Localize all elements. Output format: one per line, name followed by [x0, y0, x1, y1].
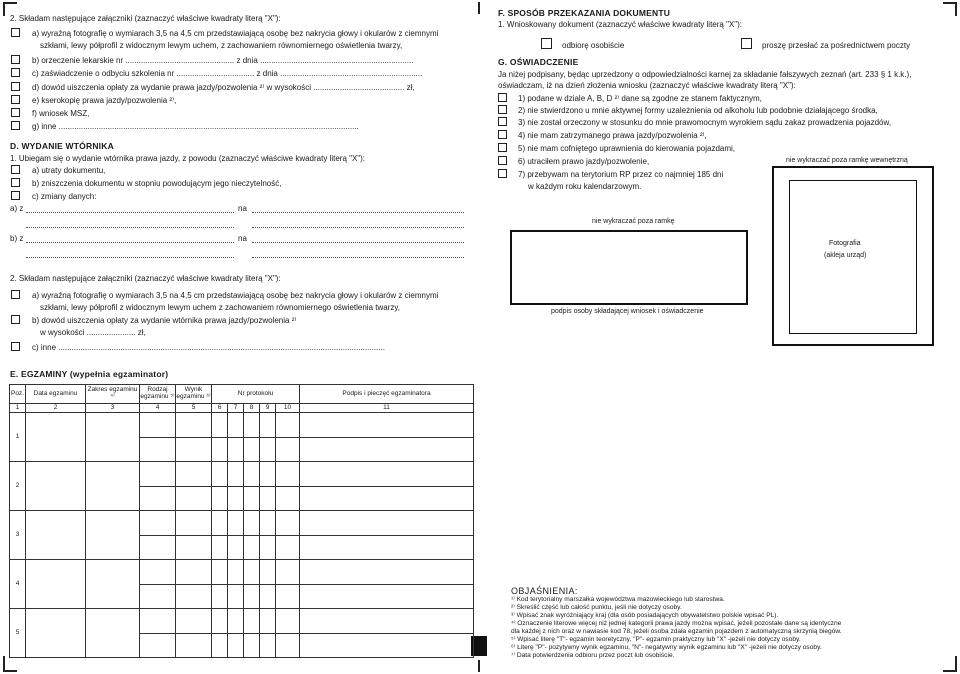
checkbox-g5[interactable] — [498, 143, 507, 152]
header-rodzaj: Rodzaj egzaminu ⁵⁾ — [140, 385, 176, 404]
signature-frame-note: nie wykraczać poza ramkę — [592, 218, 675, 225]
att-f-label: f) wniosek MSZ, — [32, 109, 90, 118]
cell-zakres[interactable] — [86, 560, 140, 609]
change-a-na-label: na — [238, 204, 247, 213]
table-row — [10, 462, 474, 487]
col-num: 2 — [26, 404, 86, 413]
att-d-label: d) dowód uiszczenia opłaty za wydanie prawa jazdy/pozwolenia ²⁾ w wysokości ......................................... zł, — [32, 83, 415, 92]
cell-nr[interactable] — [228, 560, 244, 585]
checkbox-att-e[interactable] — [11, 95, 20, 104]
checkbox-d1-a[interactable] — [11, 165, 20, 174]
explanation-item: ²⁾ Skreślić część lub całość punktu, jeśli nie dotyczy osoby. — [511, 604, 682, 611]
cell-rodzaj[interactable] — [140, 511, 176, 536]
cell-rodzaj[interactable] — [140, 438, 176, 462]
header-zakres: Zakres egzaminu ⁴⁾ — [86, 385, 140, 404]
d2-b-label: b) dowód uiszczenia opłaty za wydanie wtórnika prawa jazdy/pozwolenia ²⁾ — [32, 316, 297, 325]
explanation-item: ⁷⁾ Data potwierdzenia odbioru przez poczt lub osobiście. — [511, 652, 675, 659]
cell-zakres[interactable] — [86, 511, 140, 560]
cell-signature[interactable] — [300, 609, 474, 634]
explanations-title: OBJAŚNIENIA: — [511, 586, 578, 596]
cell-nr[interactable] — [276, 511, 300, 536]
cell-nr[interactable] — [260, 438, 276, 462]
header-wynik: Wynik egzaminu ⁶⁾ — [176, 385, 212, 404]
change-b-na-label: na — [238, 234, 247, 243]
cell-nr[interactable] — [276, 487, 300, 511]
row-index: 4 — [10, 560, 26, 609]
col-num: 6 — [212, 404, 228, 413]
checkbox-d2-a[interactable] — [11, 290, 20, 299]
declaration-intro: Ja niżej podpisany, będąc uprzedzony o odpowiedzialności karnej za składanie fałszywych zeznań (art. 233 § 1 k.k.), — [498, 70, 912, 79]
checkbox-att-d[interactable] — [11, 82, 20, 91]
table-row — [10, 560, 474, 585]
cell-nr[interactable] — [228, 634, 244, 658]
cell-nr[interactable] — [212, 462, 228, 487]
cell-nr[interactable] — [244, 462, 260, 487]
col-num: 10 — [276, 404, 300, 413]
cell-nr[interactable] — [260, 609, 276, 634]
cell-nr[interactable] — [212, 634, 228, 658]
cell-signature[interactable] — [300, 560, 474, 585]
cell-signature[interactable] — [300, 511, 474, 536]
cell-nr[interactable] — [244, 438, 260, 462]
cell-nr[interactable] — [228, 585, 244, 609]
col-num: 7 — [228, 404, 244, 413]
crop-mark-tl — [3, 2, 17, 4]
checkbox-pickup-personal[interactable] — [541, 38, 552, 49]
col-num: 4 — [140, 404, 176, 413]
cell-rodzaj[interactable] — [140, 634, 176, 658]
cell-date[interactable] — [26, 413, 86, 462]
cell-nr[interactable] — [260, 560, 276, 585]
col-num: 9 — [260, 404, 276, 413]
send-by-post-label: proszę przesłać za pośrednictwem poczty — [762, 41, 911, 50]
checkbox-g3[interactable] — [498, 117, 507, 126]
cell-nr[interactable] — [276, 413, 300, 438]
cell-wynik[interactable] — [176, 560, 212, 585]
row-index: 3 — [10, 511, 26, 560]
cell-nr[interactable] — [244, 511, 260, 536]
g3-label: 3) nie został orzeczony w stosunku do mnie prawomocnym wyrokiem sądu zakaz prowadzenia pojazdów, — [518, 118, 892, 127]
photo-frame-note: nie wykraczać poza ramkę wewnętrzną — [786, 157, 908, 164]
cell-rodzaj[interactable] — [140, 585, 176, 609]
explanation-item: ¹⁾ Kod terytorialny marszałka województwa mazowieckiego lub starostwa. — [511, 596, 725, 603]
cell-nr[interactable] — [228, 487, 244, 511]
table-row — [10, 511, 474, 536]
col-num: 3 — [86, 404, 140, 413]
cell-nr[interactable] — [212, 560, 228, 585]
row-index: 2 — [10, 462, 26, 511]
cell-nr[interactable] — [244, 560, 260, 585]
cell-nr[interactable] — [244, 413, 260, 438]
explanation-item: ⁴⁾ Oznaczenie literowe więcej niż jednej kategorii prawa jazdy można wpisać, jeżeli pozostałe dane są identyczne — [511, 620, 842, 627]
cell-wynik[interactable] — [176, 487, 212, 511]
cell-rodzaj[interactable] — [140, 560, 176, 585]
g7-label-cont: w każdym roku kalendarzowym. — [528, 182, 642, 191]
crop-mark-tr — [955, 2, 957, 16]
cell-nr[interactable] — [276, 609, 300, 634]
cell-signature[interactable] — [300, 413, 474, 438]
cell-signature[interactable] — [300, 487, 474, 511]
checkbox-att-c[interactable] — [11, 68, 20, 77]
change-b-label: b) z — [10, 234, 24, 243]
d1-b-label: b) zniszczenia dokumentu w stopniu powodującym jego nieczytelność, — [32, 179, 282, 188]
cell-wynik[interactable] — [176, 609, 212, 634]
cell-date[interactable] — [26, 560, 86, 609]
checkbox-g6[interactable] — [498, 156, 507, 165]
exams-table — [9, 384, 474, 658]
cell-nr[interactable] — [276, 560, 300, 585]
cell-nr[interactable] — [244, 634, 260, 658]
cell-nr[interactable] — [244, 487, 260, 511]
col-num: 8 — [244, 404, 260, 413]
cell-date[interactable] — [26, 609, 86, 658]
att-a-label: a) wyraźną fotografię o wymiarach 3,5 na 4,5 cm przedstawiającą osobę bez nakrycia głowy i okularów z ciemnymi — [32, 29, 439, 38]
att-b-label: b) orzeczenie lekarskie nr ................................................. z dnia ..................................................................... — [32, 56, 414, 65]
col-num: 11 — [300, 404, 474, 413]
cell-nr[interactable] — [276, 536, 300, 560]
checkbox-g2[interactable] — [498, 105, 507, 114]
cell-nr[interactable] — [212, 511, 228, 536]
explanation-item: dla każdej z nich oraz w nawiasie kod 78, jeżeli osoba zdała egzamin pojazdem z automatyczną skrzynią biegów. — [511, 628, 842, 635]
change-a-to-field-2[interactable] — [252, 227, 464, 228]
explanation-item: ⁶⁾ Literę "P"- pozytywny wynik egzaminu, "N"- negatywny wynik egzaminu lub "X" -jeżeli nie dotyczy osoby. — [511, 644, 822, 651]
att-c-label: c) zaświadczenie o odbyciu szkolenia nr ................................... z dnia ................................................................ — [32, 69, 423, 78]
f1-heading: 1. Wnioskowany dokument (zaznaczyć właściwe kwadraty literą "X"): — [498, 20, 742, 29]
crop-mark-bl — [3, 670, 17, 672]
cell-rodzaj[interactable] — [140, 413, 176, 438]
cell-nr[interactable] — [260, 536, 276, 560]
cell-nr[interactable] — [228, 438, 244, 462]
row-index: 1 — [10, 413, 26, 462]
cell-nr[interactable] — [212, 487, 228, 511]
cell-wynik[interactable] — [176, 536, 212, 560]
header-date: Data egzaminu — [26, 385, 86, 404]
signature-caption: podpis osoby składającej wniosek i oświadczenie — [551, 308, 704, 315]
g5-label: 5) nie mam cofniętego uprawnienia do kierowania pojazdami, — [518, 144, 736, 153]
cell-nr[interactable] — [260, 487, 276, 511]
cell-nr[interactable] — [260, 462, 276, 487]
cell-wynik[interactable] — [176, 413, 212, 438]
cell-wynik[interactable] — [176, 462, 212, 487]
table-row — [10, 413, 474, 438]
row-index: 5 — [10, 609, 26, 658]
d2-b-label-cont: w wysokości ...................... zł, — [40, 328, 146, 337]
cell-nr[interactable] — [228, 413, 244, 438]
cell-nr[interactable] — [276, 585, 300, 609]
col-num: 5 — [176, 404, 212, 413]
checkbox-g7[interactable] — [498, 169, 507, 178]
g2-label: 2) nie stwierdzono u mnie aktywnej formy uzależnienia od alkoholu lub podobnie działającego środka, — [518, 106, 878, 115]
g4-label: 4) nie mam zatrzymanego prawa jazdy/pozwolenia ²⁾, — [518, 131, 707, 140]
cell-nr[interactable] — [260, 511, 276, 536]
section-e-title: E. EGZAMINY (wypełnia egzaminator) — [10, 369, 169, 379]
cell-zakres[interactable] — [86, 413, 140, 462]
d1-a-label: a) utraty dokumentu, — [32, 166, 106, 175]
cell-zakres[interactable] — [86, 609, 140, 658]
checkbox-g1[interactable] — [498, 93, 507, 102]
g1-label: 1) podane w dziale A, B, D ²⁾ dane są zgodne ze stanem faktycznym, — [518, 94, 762, 103]
cell-nr[interactable] — [228, 609, 244, 634]
cell-signature[interactable] — [300, 536, 474, 560]
cell-signature[interactable] — [300, 634, 474, 658]
change-a-from-field[interactable] — [26, 212, 234, 213]
crop-mark-mid — [478, 660, 480, 672]
photo-label: Fotografia — [829, 240, 861, 247]
cell-nr[interactable] — [212, 609, 228, 634]
cell-wynik[interactable] — [176, 438, 212, 462]
cell-nr[interactable] — [228, 511, 244, 536]
attachments-heading: 2. Składam następujące załączniki (zaznaczyć właściwe kwadraty literą "X"): — [10, 14, 281, 23]
cell-rodzaj[interactable] — [140, 462, 176, 487]
cell-rodzaj[interactable] — [140, 487, 176, 511]
change-b-from-field[interactable] — [26, 242, 234, 243]
d1-heading: 1. Ubiegam się o wydanie wtórnika prawa jazdy, z powodu (zaznaczyć właściwe kwadraty literą "X"): — [10, 154, 366, 163]
explanation-item: ³⁾ Wpisać znak wyróżniający kraj (dla osób posiadających obywatelstwo polskie wpisać PL). — [511, 612, 779, 619]
checkbox-d1-b[interactable] — [11, 178, 20, 187]
section-g-title: G. OŚWIADCZENIE — [498, 57, 579, 67]
att-e-label: e) kserokopię prawa jazdy/pozwolenia ²⁾, — [32, 96, 177, 105]
cell-nr[interactable] — [276, 438, 300, 462]
cell-date[interactable] — [26, 462, 86, 511]
cell-nr[interactable] — [244, 609, 260, 634]
table-row — [10, 609, 474, 634]
checkbox-send-by-post[interactable] — [741, 38, 752, 49]
change-a-from-field-2[interactable] — [26, 227, 234, 228]
cell-rodzaj[interactable] — [140, 536, 176, 560]
col-num: 1 — [10, 404, 26, 413]
cell-nr[interactable] — [260, 585, 276, 609]
change-b-from-field-2[interactable] — [26, 257, 234, 258]
checkbox-att-a[interactable] — [11, 28, 20, 37]
cell-nr[interactable] — [228, 462, 244, 487]
header-podpis: Podpis i pieczęć egzaminatora — [300, 385, 474, 404]
d1-c-label: c) zmiany danych: — [32, 192, 97, 201]
d2-c-label: c) inne ................................................................................................................................................... — [32, 343, 385, 352]
checkbox-d2-c[interactable] — [11, 342, 20, 351]
explanation-item: ⁵⁾ Wpisać literę "T"- egzamin teoretyczny, "P"- egzamin praktyczny lub "X" -jeżeli nie dotyczy osoby. — [511, 636, 801, 643]
cell-nr[interactable] — [212, 585, 228, 609]
cell-nr[interactable] — [244, 536, 260, 560]
d2-a-label-cont: szkłami, lewy półprofil z widocznym lewym uchem z zachowaniem równomiernego oświetlenia twarzy, — [40, 303, 400, 312]
cell-signature[interactable] — [300, 585, 474, 609]
header-nr-protokolu: Nr protokołu — [212, 385, 300, 404]
cell-wynik[interactable] — [176, 511, 212, 536]
section-d-title: D. WYDANIE WTÓRNIKA — [10, 141, 114, 151]
section-f-title: F. SPOSÓB PRZEKAZANIA DOKUMENTU — [498, 8, 671, 18]
checkbox-att-b[interactable] — [11, 55, 20, 64]
d2-a-label: a) wyraźną fotografię o wymiarach 3,5 na 4,5 cm przedstawiającą osobę bez nakrycia głowy i okularów z ciemnymi — [32, 291, 439, 300]
cell-nr[interactable] — [260, 634, 276, 658]
g7-label: 7) przebywam na terytorium RP przez co najmniej 185 dni — [518, 170, 724, 179]
declaration-intro-cont: oświadczam, iż na dzień złożenia wniosku (zaznaczyć właściwe kwadraty literą "X"): — [498, 81, 796, 90]
checkbox-d2-b[interactable] — [11, 315, 20, 324]
crop-mark-tl — [3, 2, 5, 16]
change-b-to-field[interactable] — [252, 242, 464, 243]
checkbox-att-f[interactable] — [11, 108, 20, 117]
change-b-to-field-2[interactable] — [252, 257, 464, 258]
cell-signature[interactable] — [300, 462, 474, 487]
cell-nr[interactable] — [276, 634, 300, 658]
cell-zakres[interactable] — [86, 462, 140, 511]
cell-nr[interactable] — [212, 413, 228, 438]
cell-signature[interactable] — [300, 438, 474, 462]
g6-label: 6) utraciłem prawo jazdy/pozwolenie, — [518, 157, 650, 166]
crop-mark-mid — [478, 2, 480, 14]
change-a-to-field[interactable] — [252, 212, 464, 213]
cell-nr[interactable] — [244, 585, 260, 609]
att-a-label-cont: szkłami, lewy półprofil z widocznym lewym uchem, z zachowaniem równomiernego oświetlenia twarzy, — [40, 41, 403, 50]
cell-nr[interactable] — [260, 413, 276, 438]
cell-nr[interactable] — [212, 438, 228, 462]
pickup-personal-label: odbiorę osobiście — [562, 41, 625, 50]
photo-label-sub: (akleja urząd) — [824, 252, 867, 259]
cell-wynik[interactable] — [176, 585, 212, 609]
checkbox-d1-c[interactable] — [11, 191, 20, 200]
cell-nr[interactable] — [228, 536, 244, 560]
cell-wynik[interactable] — [176, 634, 212, 658]
d2-heading: 2. Składam następujące załączniki (zaznaczyć właściwe kwadraty literą "X"): — [10, 274, 281, 283]
crop-mark-tr — [943, 2, 957, 4]
cell-nr[interactable] — [276, 462, 300, 487]
signature-box[interactable] — [510, 230, 748, 305]
header-poz: Poz. — [10, 385, 26, 404]
checkbox-g4[interactable] — [498, 130, 507, 139]
crop-mark-br — [943, 670, 957, 672]
change-a-label: a) z — [10, 204, 24, 213]
checkbox-att-g[interactable] — [11, 121, 20, 130]
cell-rodzaj[interactable] — [140, 609, 176, 634]
cell-date[interactable] — [26, 511, 86, 560]
cell-nr[interactable] — [212, 536, 228, 560]
att-g-label: g) inne ....................................................................................................................................... — [32, 122, 359, 131]
